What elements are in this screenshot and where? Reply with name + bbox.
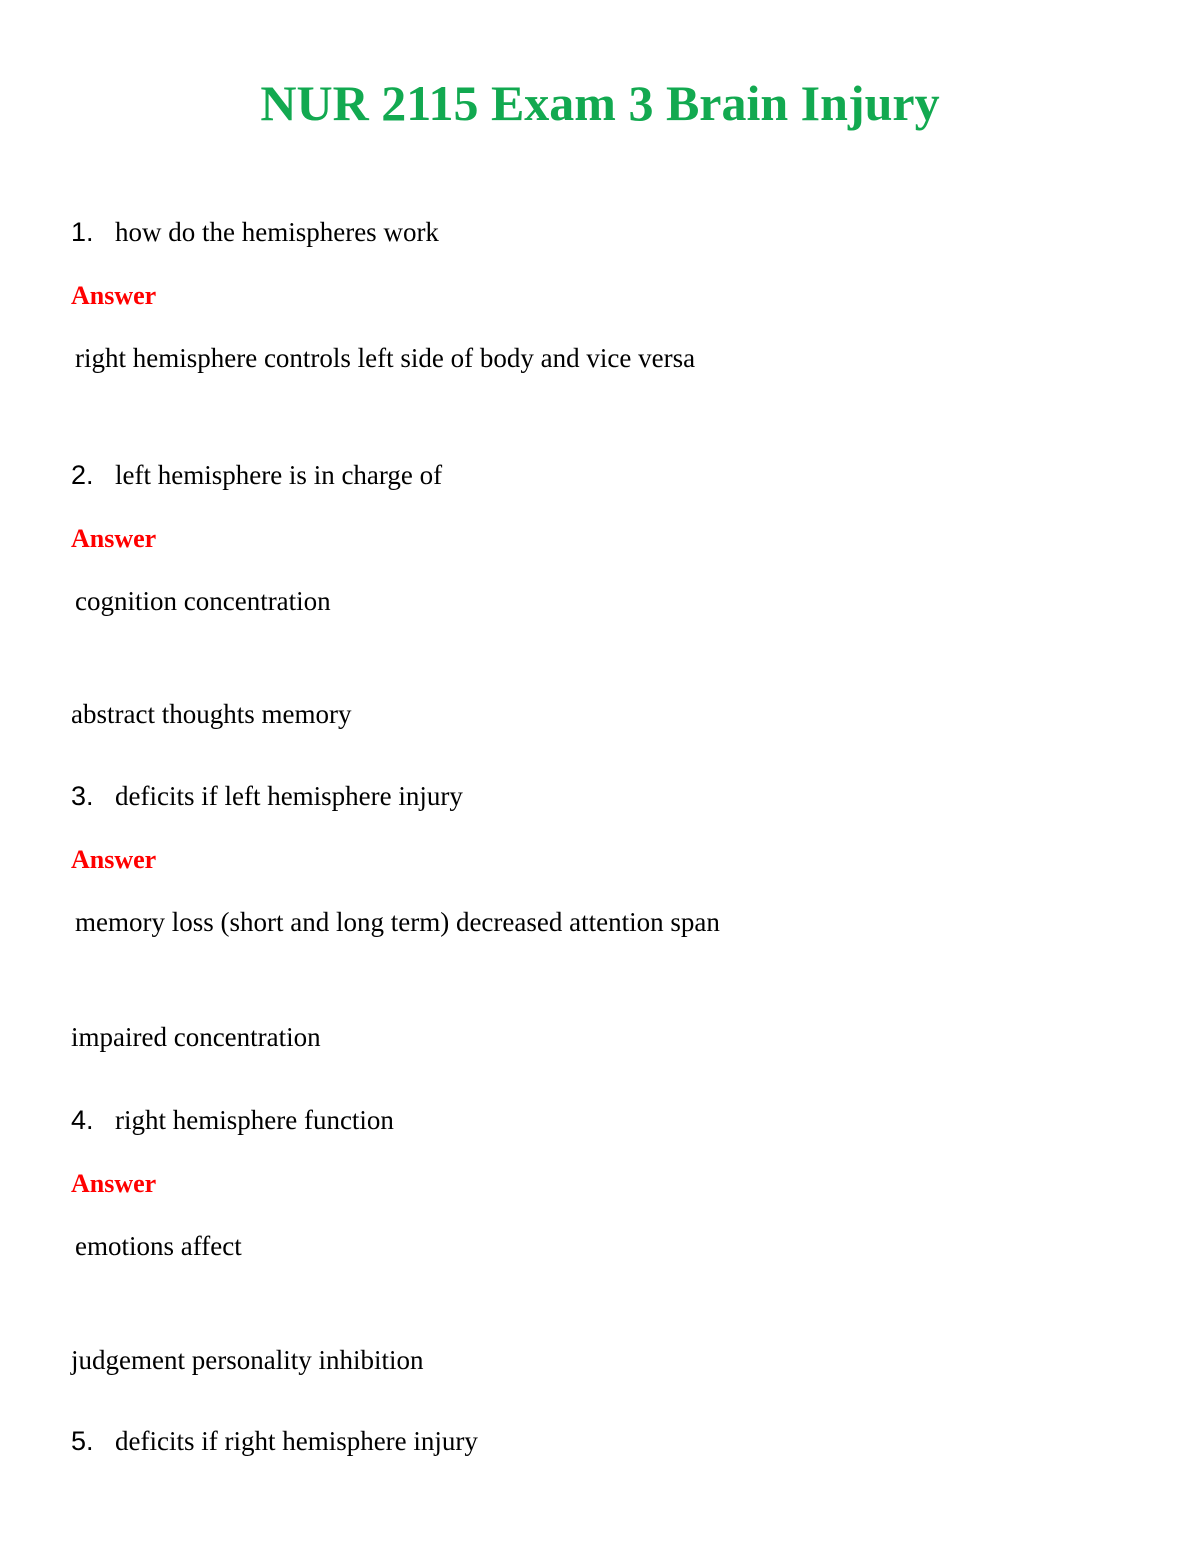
question-4: [71, 1102, 394, 1138]
question-number: 3.: [71, 781, 94, 811]
answer-text: memory loss (short and long term) decreased attention span: [75, 907, 720, 937]
question-number: 2.: [71, 460, 94, 490]
question-3: [71, 778, 463, 814]
question-number: 4.: [71, 1105, 94, 1135]
question-number: 5.: [71, 1426, 94, 1456]
question-1: [71, 214, 439, 250]
question-number: 1.: [71, 217, 94, 247]
document-title: NUR 2115 Exam 3 Brain Injury: [260, 75, 940, 131]
answer-text: right hemisphere controls left side of body and vice versa: [75, 343, 696, 373]
answer-text-continued: judgement personality inhibition: [71, 1345, 424, 1375]
answer-label: Answer: [71, 845, 157, 874]
question-5: [71, 1423, 478, 1459]
answer-label: Answer: [71, 281, 157, 310]
question-text: deficits if right hemisphere injury: [115, 1426, 478, 1456]
question-2: [71, 457, 442, 493]
answer-text-continued: abstract thoughts memory: [71, 699, 352, 729]
question-text: right hemisphere function: [115, 1105, 394, 1135]
answer-text-continued: impaired concentration: [71, 1022, 321, 1052]
answer-label: Answer: [71, 1169, 157, 1198]
question-text: left hemisphere is in charge of: [115, 460, 443, 490]
answer-label: Answer: [71, 524, 157, 553]
answer-text: emotions affect: [75, 1231, 242, 1261]
question-text: how do the hemispheres work: [115, 217, 439, 247]
question-text: deficits if left hemisphere injury: [115, 781, 463, 811]
answer-text: cognition concentration: [75, 586, 331, 616]
